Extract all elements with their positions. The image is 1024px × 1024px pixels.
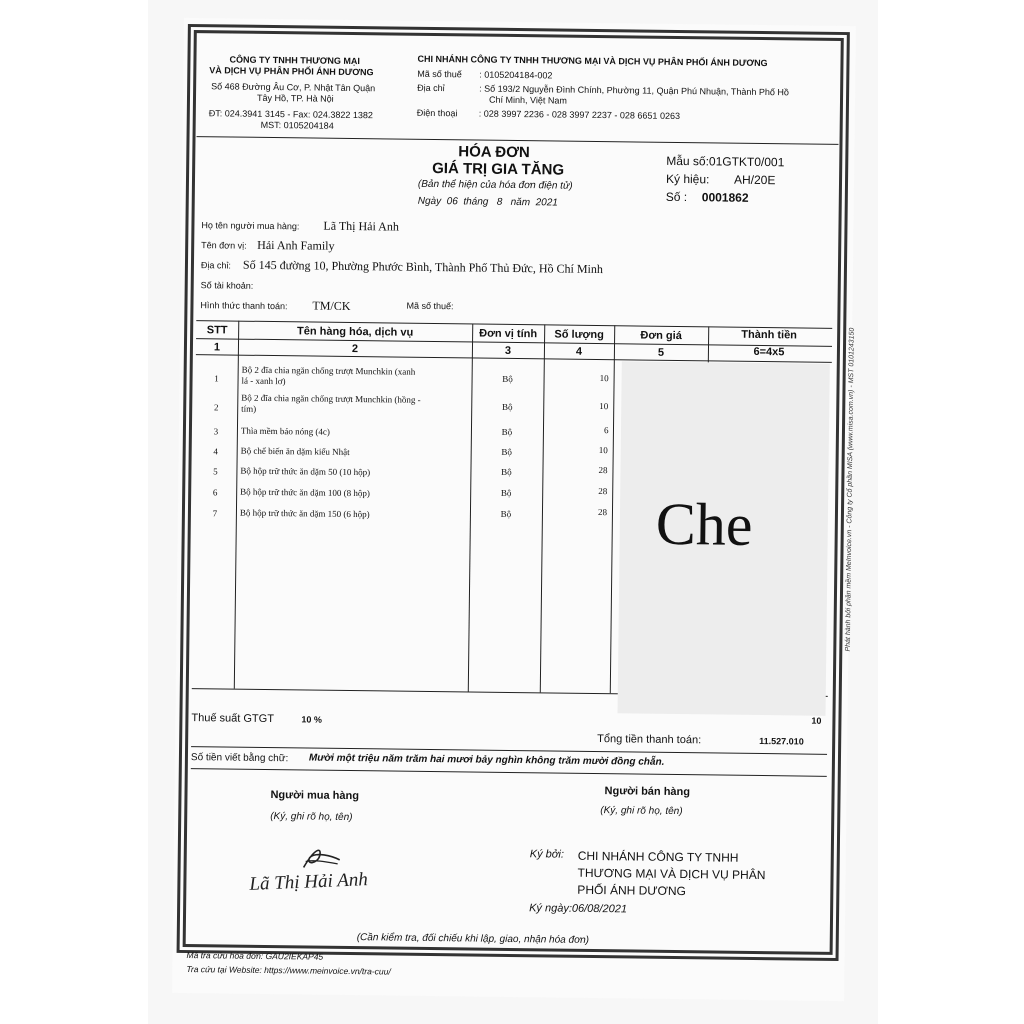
buyer-account-label: Số tài khoản: — [200, 280, 254, 291]
row-unit: Bộ — [500, 508, 512, 519]
partial-amount-2: 10 — [811, 715, 822, 726]
buyer-address-label: Địa chỉ: — [200, 260, 232, 271]
payment-method-value: TM/CK — [312, 298, 351, 313]
row-unit: Bộ — [500, 487, 512, 498]
vat-rate-label: Thuế suất GTGT — [191, 712, 275, 726]
symbol-value: AH/20E — [733, 172, 776, 188]
invoice-number-label: Số : — [665, 189, 688, 205]
row-item-name: Bộ 2 đĩa chia ngăn chống trượt Munchkin (hồng - — [241, 392, 421, 405]
colnum-5: 5 — [657, 346, 665, 359]
amount-in-words-label: Số tiền viết bằng chữ: — [190, 752, 289, 765]
symbol-label: Ký hiệu: — [665, 171, 710, 187]
row-qty: 28 — [598, 465, 608, 476]
row-unit: Bộ — [502, 373, 513, 384]
row-qty: 10 — [599, 401, 609, 412]
header-amount: Thành tiền — [741, 328, 798, 342]
row-unit: Bộ — [501, 446, 513, 457]
row-qty: 10 — [599, 373, 609, 384]
seller-tax-code: MST: 0105204184 — [260, 119, 334, 131]
amount-in-words-value: Mười một triệu năm trăm hai mươi bảy nghìn không trăm mười đồng chẵn. — [308, 752, 665, 768]
lookup-code: Mã tra cứu hóa đơn: GAU2IEKAP45 — [186, 950, 324, 962]
row-item-name: Bộ chế biến ăn dặm kiểu Nhật — [240, 445, 350, 457]
seller-address-line1: Số 468 Đường Âu Cơ, P. Nhật Tân Quận — [211, 81, 376, 94]
buyer-unit-label: Tên đơn vị: — [201, 240, 247, 251]
branch-address-value-line2: Chí Minh, Việt Nam — [488, 94, 567, 106]
buyer-address-value: Số 145 đường 10, Phường Phước Bình, Thành Phố Thủ Đức, Hồ Chí Minh — [242, 257, 603, 277]
branch-phone-label: Điện thoại — [416, 107, 458, 119]
signed-by-label: Ký bởi: — [529, 848, 565, 861]
header-stt: STT — [206, 324, 228, 337]
row-unit: Bộ — [501, 466, 512, 477]
header-quantity: Số lượng — [554, 328, 604, 342]
row-stt: 2 — [213, 402, 219, 413]
row-stt: 4 — [213, 446, 218, 457]
buyer-name-value: Lã Thị Hải Anh — [323, 218, 399, 234]
seller-phone: ĐT: 024.3941 3145 - Fax: 024.3822 1382 — [208, 108, 373, 121]
colnum-2: 2 — [351, 343, 359, 356]
signed-by-line1: CHI NHÁNH CÔNG TY TNHH — [577, 848, 739, 865]
invoice-number-value: 0001862 — [701, 190, 749, 205]
branch-tax-label: Mã số thuế — [417, 68, 462, 80]
row-item-name: Bộ hộp trữ thức ăn dặm 50 (10 hộp) — [240, 465, 371, 478]
row-stt: 6 — [212, 487, 218, 498]
vat-rate-value: 10 % — [301, 714, 322, 725]
form-number: Mẫu số:01GTKT0/001 — [666, 153, 785, 170]
row-stt: 7 — [212, 508, 218, 519]
header-item-name: Tên hàng hóa, dịch vụ — [297, 325, 414, 339]
header-unit: Đơn vị tính — [479, 327, 538, 341]
branch-address-value-line1: : Số 193/2 Nguyễn Đình Chính, Phường 11, Quận Phú Nhuận, Thành Phố Hồ — [479, 83, 789, 98]
row-item-name: Bộ 2 đĩa chia ngăn chống trượt Munchkin (xanh — [241, 364, 416, 377]
seller-address-line2: Tây Hồ, TP. Hà Nội — [256, 92, 334, 104]
total-payment-value: 11.527.010 — [759, 736, 804, 747]
total-payment-label: Tổng tiền thanh toán: — [597, 733, 702, 747]
branch-phone-value: : 028 3997 2236 - 028 3997 2237 - 028 6651 0263 — [478, 108, 681, 121]
row-item-name: Thìa mềm báo nóng (4c) — [240, 425, 330, 437]
branch-name: CHI NHÁNH CÔNG TY TNHH THƯƠNG MẠI VÀ DỊCH VỤ PHÂN PHỐI ÁNH DƯƠNG — [417, 53, 768, 69]
invoice-electronic-note: (Bản thể hiện của hóa đơn điện tử) — [417, 178, 573, 192]
buyer-handwritten-name: Lã Thị Hải Anh — [249, 869, 369, 895]
invoice-date: Ngày 06 tháng 8 năm 2021 — [417, 195, 558, 209]
seller-signature-title: Người bán hàng — [604, 785, 691, 799]
redaction-label: Che — [655, 490, 753, 558]
colnum-3: 3 — [504, 344, 512, 357]
row-qty: 28 — [597, 507, 608, 518]
signed-by-line3: PHỐI ÁNH DƯƠNG — [577, 882, 686, 899]
buyer-signature-title: Người mua hàng — [270, 789, 360, 803]
colnum-1: 1 — [213, 341, 221, 354]
row-unit: Bộ — [501, 426, 513, 437]
redaction-box — [618, 361, 830, 716]
row-qty: 28 — [598, 486, 608, 497]
seller-signature-note: (Ký, ghi rõ họ, tên) — [600, 805, 683, 818]
invoice-page — [172, 18, 856, 1001]
row-stt: 3 — [213, 426, 219, 437]
invoice-title: HÓA ĐƠN — [458, 143, 530, 162]
lookup-url: Tra cứu tại Website: https://www.meinvoice.vn/tra-cuu/ — [186, 964, 391, 977]
buyer-name-label: Họ tên người mua hàng: — [201, 220, 300, 232]
row-qty: 6 — [603, 425, 609, 436]
row-item-name-cont: tím) — [241, 403, 257, 414]
side-note-vertical: Phát hành bởi phần mềm MeInvoice.vn - Công ty Cổ phần MISA (www.misa.com.vn) - MST 0101243150 — [844, 327, 856, 652]
signed-by-line2: THƯƠNG MẠI VÀ DỊCH VỤ PHÂN — [577, 865, 766, 883]
row-stt: 1 — [214, 373, 219, 384]
buyer-tax-label: Mã số thuế: — [406, 300, 454, 312]
colnum-6: 6=4x5 — [753, 345, 785, 359]
buyer-signature-note: (Ký, ghi rõ họ, tên) — [270, 811, 353, 824]
payment-method-label: Hình thức thanh toán: — [200, 300, 288, 312]
seller-name-line1: CÔNG TY TNHH THƯƠNG MẠI — [229, 54, 361, 67]
row-qty: 10 — [598, 445, 608, 456]
row-item-name: Bộ hộp trữ thức ăn dặm 150 (6 hộp) — [239, 507, 370, 520]
header-unit-price: Đơn giá — [640, 329, 682, 343]
row-unit: Bộ — [501, 401, 513, 412]
colnum-4: 4 — [575, 345, 583, 358]
row-stt: 5 — [213, 466, 218, 477]
check-note: (Cần kiểm tra, đối chiếu khi lập, giao, nhận hóa đơn) — [356, 932, 590, 946]
signed-date: Ký ngày:06/08/2021 — [529, 902, 628, 916]
branch-address-label: Địa chỉ — [417, 82, 445, 94]
invoice-subtitle-vat: GIÁ TRỊ GIA TĂNG — [432, 159, 565, 179]
branch-tax-value: : 0105204184-002 — [479, 69, 553, 81]
seller-name-line2: VÀ DỊCH VỤ PHÂN PHỐI ÁNH DƯƠNG — [209, 65, 374, 78]
row-item-name-cont: lá - xanh lơ) — [241, 375, 286, 387]
buyer-unit-value: Hải Anh Family — [257, 237, 335, 253]
row-item-name: Bộ hộp trữ thức ăn dặm 100 (8 hộp) — [240, 486, 370, 499]
